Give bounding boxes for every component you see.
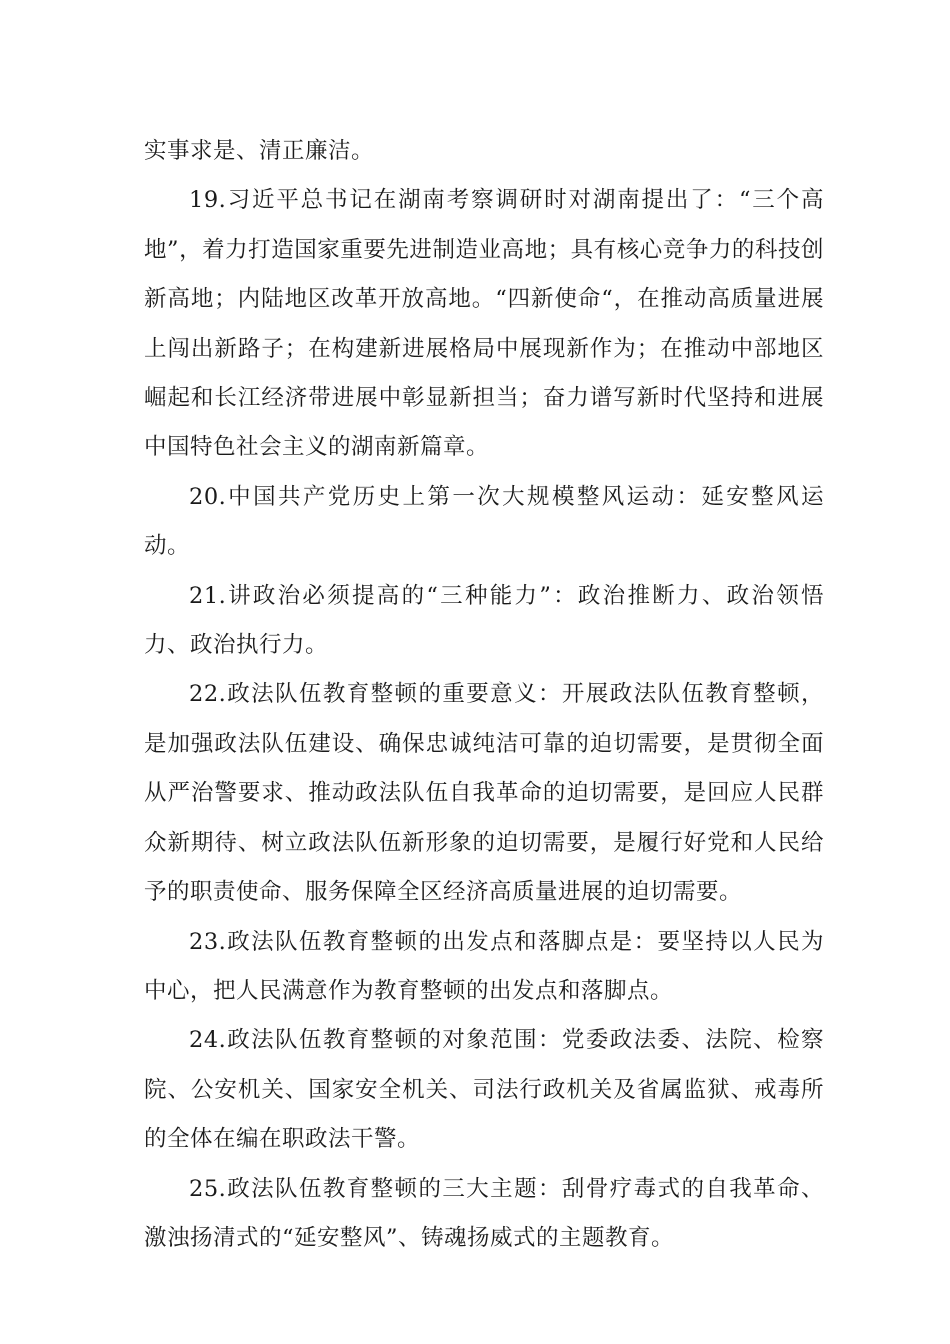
paragraph-item-24: 24.政法队伍教育整顿的对象范围：党委政法委、法院、检察院、公安机关、国家安全机关、司法行政机关及省属监狱、戒毒所的全体在编在职政法干警。 xyxy=(144,1027,824,1153)
paragraph-item-19: 19.习近平总书记在湖南考察调研时对湖南提出了：“三个高地”，着力打造国家重要先进制造业高地；具有核心竞争力的科技创新高地；内陆地区改革开放高地。“四新使命“，在推动高质量进展上闯出新路子；在构建新进展格局中展现新作为；在推动中部地区崛起和长江经济带进展中彰显新担当；奋力谱写新时代坚持和进展中国特色社会主义的湖南新篇章。 xyxy=(144,187,824,461)
document-body xyxy=(144,127,824,1263)
paragraph-continued: 实事求是、清正廉洁。 xyxy=(144,138,375,164)
paragraph-item-22: 22.政法队伍教育整顿的重要意义：开展政法队伍教育整顿，是加强政法队伍建设、确保忠诚纯洁可靠的迫切需要，是贯彻全面从严治警要求、推动政法队伍自我革命的迫切需要，是回应人民群众新期待、树立政法队伍新形象的迫切需要，是履行好党和人民给予的职责使命、服务保障全区经济高质量进展的迫切需要。 xyxy=(144,681,824,906)
paragraph-item-25: 25.政法队伍教育整顿的三大主题：刮骨疗毒式的自我革命、激浊扬清式的“延安整风”、铸魂扬威式的主题教育。 xyxy=(144,1175,824,1251)
paragraph-item-21: 21.讲政治必须提高的“三种能力”：政治推断力、政治领悟力、政治执行力。 xyxy=(144,582,824,659)
paragraph-item-23: 23.政法队伍教育整顿的出发点和落脚点是：要坚持以人民为中心，把人民满意作为教育整顿的出发点和落脚点。 xyxy=(144,928,824,1004)
paragraph-item-20: 20.中国共产党历史上第一次大规模整风运动：延安整风运动。 xyxy=(144,483,824,560)
